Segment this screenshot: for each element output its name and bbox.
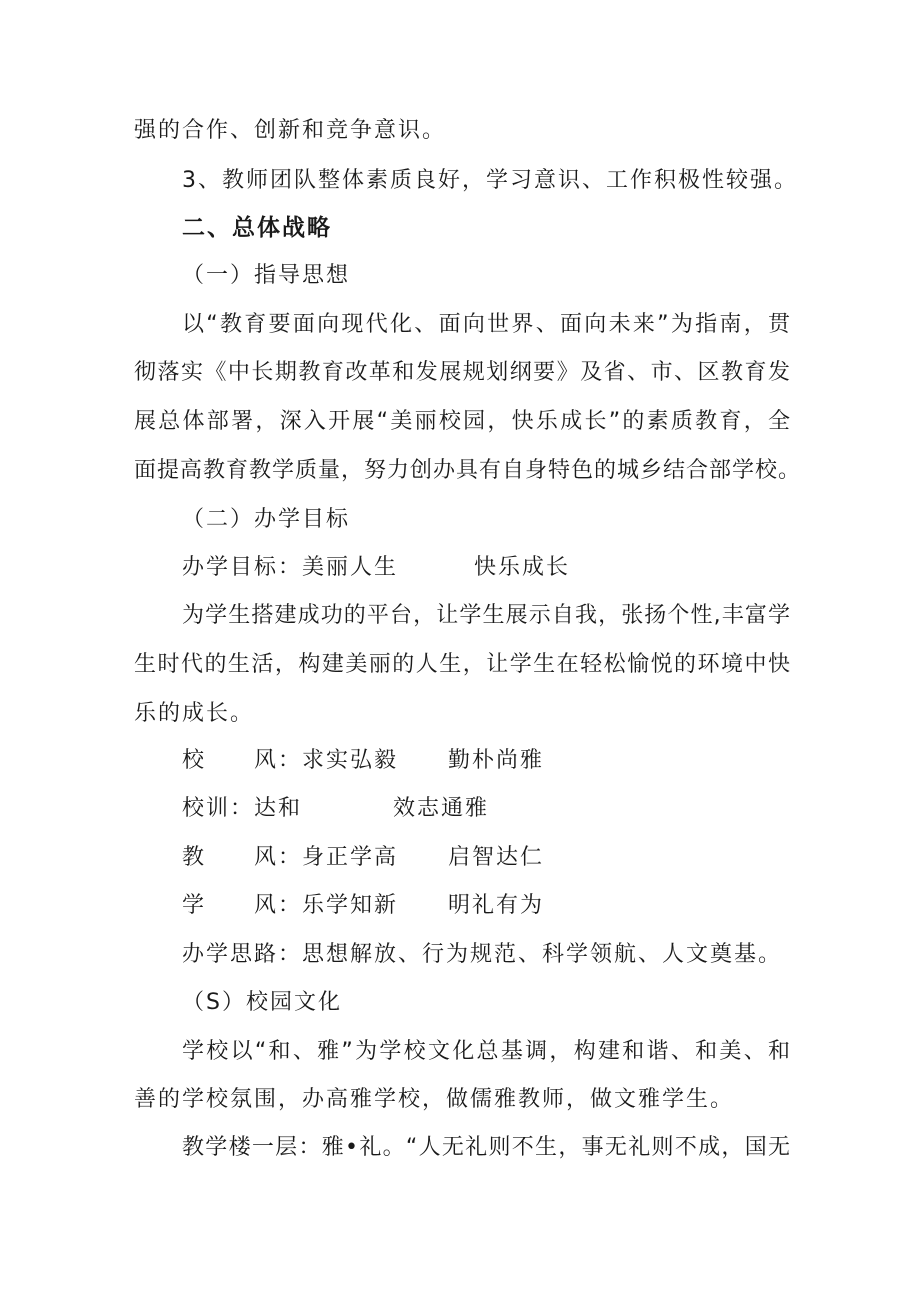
xiaofeng-label: 校 风：求实弘毅 — [182, 748, 399, 773]
paragraph-line: 教学楼一层：雅•礼。“人无礼则不生，事无礼则不成，国无 — [182, 1135, 790, 1160]
subsection-heading: （二）办学目标 — [182, 507, 351, 532]
subsection-heading: （一）指导思想 — [182, 263, 351, 288]
section-heading: 二、总体战略 — [182, 215, 332, 241]
xiaofeng-value: 勤朴尚雅 — [448, 748, 545, 773]
subsection-heading: （S）校园文化 — [182, 990, 342, 1015]
paragraph-line: 以“教育要面向现代化、面向世界、面向未来”为指南，贯 — [182, 312, 790, 337]
jiaofeng-value: 启智达仁 — [448, 845, 545, 870]
jiaofeng-label: 教 风：身正学高 — [182, 845, 399, 870]
paragraph-line: 学校以“和、雅”为学校文化总基调，构建和谐、和美、和 — [182, 1039, 790, 1064]
paragraph-line: 乐的成长。 — [134, 701, 255, 726]
goal-value: 快乐成长 — [474, 555, 571, 580]
paragraph-line: 面提高教育教学质量，努力创办具有自身特色的城乡结合部学校。 — [134, 458, 800, 483]
paragraph-line: 为学生搭建成功的平台，让学生展示自我，张扬个性,丰富学 — [182, 603, 790, 628]
paragraph-line: 善的学校氛围，办高雅学校，做儒雅教师，做文雅学生。 — [134, 1087, 735, 1112]
xuefeng-label: 学 风：乐学知新 — [182, 893, 399, 918]
xiaoxun-value: 效志通雅 — [393, 796, 490, 821]
xuefeng-value: 明礼有为 — [448, 893, 545, 918]
paragraph-line: 彻落实《中长期教育改革和发展规划纲要》及省、市、区教育发 — [134, 360, 790, 385]
paragraph-line: 3、教师团队整体素质良好，学习意识、工作积极性较强。 — [182, 168, 798, 193]
paragraph-line: 生时代的生活，构建美丽的人生，让学生在轻松愉悦的环境中快 — [134, 652, 790, 677]
paragraph-line: 办学思路：思想解放、行为规范、科学领航、人文奠基。 — [182, 942, 783, 967]
paragraph-line: 强的合作、创新和竞争意识。 — [134, 118, 447, 143]
goal-label: 办学目标：美丽人生 — [182, 555, 399, 580]
paragraph-line: 展总体部署，深入开展“美丽校园，快乐成长”的素质教育，全 — [134, 409, 790, 434]
xiaoxun-label: 校训：达和 — [182, 796, 303, 821]
